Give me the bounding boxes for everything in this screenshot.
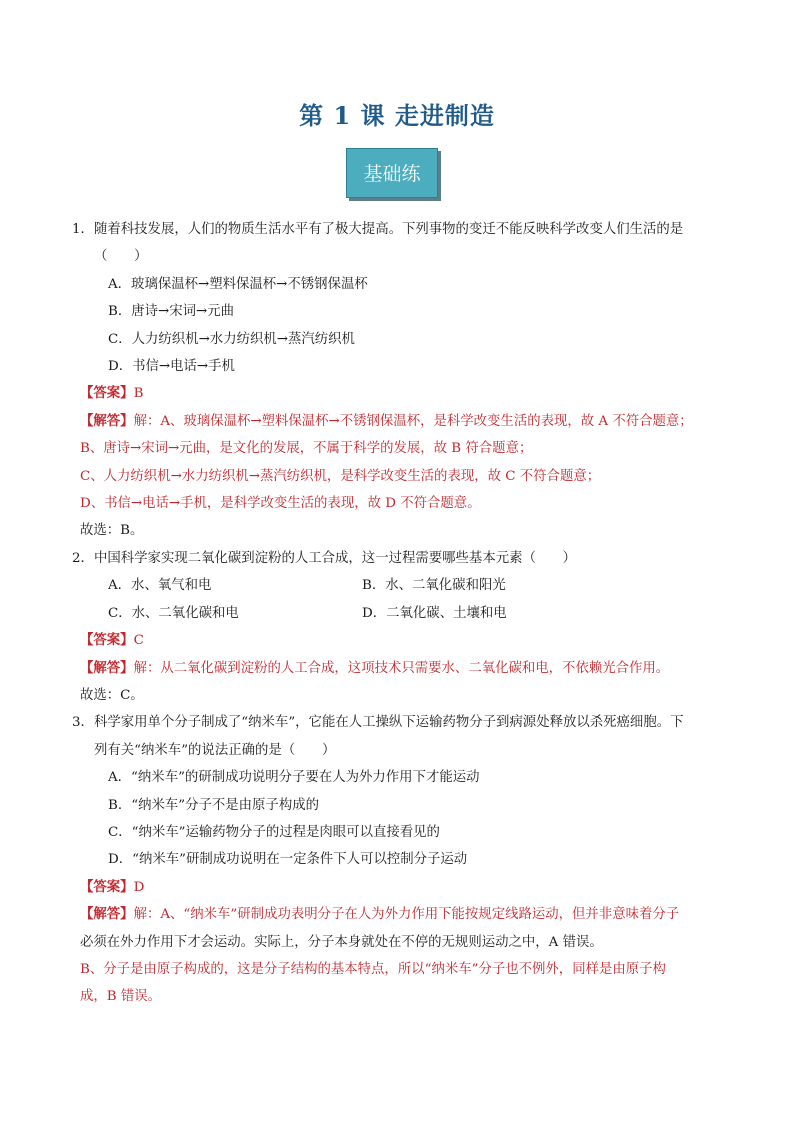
answer-label: 【答案】 [80,632,134,649]
option-b: B．唐诗→宋词→元曲 [108,304,235,320]
question-2 [72,545,732,709]
solution-text: 成，B 错误。 [80,989,162,1005]
solution-row [72,408,732,435]
section-badge: 基础练 [346,148,438,198]
solution-text: C、人力纺织机→水力纺织机→蒸汽纺织机，是科学改变生活的表现，故 C 不符合题意； [80,468,601,484]
conclusion-text: 故选：C。 [80,687,144,703]
solution-label: 【解答】 [80,659,134,676]
answer-row [72,627,732,654]
options-row [72,600,732,627]
option-d: D．书信→电话→手机 [108,359,235,375]
answer-value: D [133,879,145,895]
answer-label: 【答案】 [80,385,134,402]
solution-text: 必须在外力作用下才会运动。实际上，分子本身就处在不停的无规则运动之中，A 错误。 [80,934,603,950]
option-a: A．水、氧气和电 [108,578,212,594]
conclusion-text: 故选：B。 [80,523,144,539]
option-d: D．二氧化碳、土壤和电 [362,605,507,621]
option-a: A．玻璃保温杯→塑料保温杯→不锈钢保温杯 [108,276,368,292]
option-c: C．人力纺织机→水力纺织机→蒸汽纺织机 [108,331,355,347]
solution-label: 【解答】 [80,412,134,429]
solution-text: B、唐诗→宋词→元曲，是文化的发展，不属于科学的发展，故 B 符合题意； [80,441,533,457]
question-stem: 中国科学家实现二氧化碳到淀粉的人工合成，这一过程需要哪些基本元素（ ） [94,550,577,566]
option-c: C．水、二氧化碳和电 [108,605,239,621]
document-content [72,216,732,1011]
solution-text: D、书信→电话→手机，是科学改变生活的表现，故 D 不符合题意。 [80,496,481,512]
question-stem: 科学家用单个分子制成了“纳米车”，它能在人工操纵下运输药物分子到病源处释放以杀死癌细胞。下 [94,715,684,731]
solution-text: B、分子是由原子构成的，这是分子结构的基本特点，所以“纳米车”分子也不例外，同样是由原子构 [80,961,666,977]
question-stem: 随着科技发展，人们的物质生活水平有了极大提高。下列事物的变迁不能反映科学改变人们生活的是 [94,222,684,237]
question-1 [72,216,732,545]
option-b: B．水、二氧化碳和阳光 [362,578,506,594]
option-d: D．“纳米车”研制成功说明在一定条件下人可以控制分子运动 [108,852,468,868]
answer-label: 【答案】 [80,878,134,895]
answer-row [72,874,732,901]
question-number: 1． [72,222,94,237]
solution-text: 解：A、“纳米车”研制成功表明分子在人为外力作用下能按规定线路运动，但并非意味着分子 [133,907,680,923]
page-title: 第 1 课 走进制造 [299,101,495,130]
question-3 [72,709,732,1010]
question-stem-continued: 列有关“纳米车”的说法正确的是（ ） [94,742,336,758]
option-c: C．“纳米车”运输药物分子的过程是肉眼可以直接看见的 [108,824,440,840]
solution-text: 解：从二氧化碳到淀粉的人工合成，这项技术只需要水、二氧化碳和电，不依赖光合作用。 [133,660,670,676]
option-a: A．“纳米车”的研制成功说明分子要在人为外力作用下才能运动 [108,770,480,786]
solution-text: 解：A、玻璃保温杯→塑料保温杯→不锈钢保温杯，是科学改变生活的表现，故 A 不符合题意； [133,413,693,429]
answer-value: B [133,386,144,402]
question-stem-continued: （ ） [94,249,148,265]
solution-label: 【解答】 [80,906,134,923]
answer-row [72,380,732,407]
option-b: B．“纳米车”分子不是由原子构成的 [108,797,319,813]
answer-value: C [133,633,144,649]
question-number: 3． [72,715,94,731]
question-number: 2． [72,550,94,566]
options-row [72,572,732,599]
solution-row [72,655,732,682]
solution-row [72,901,732,928]
